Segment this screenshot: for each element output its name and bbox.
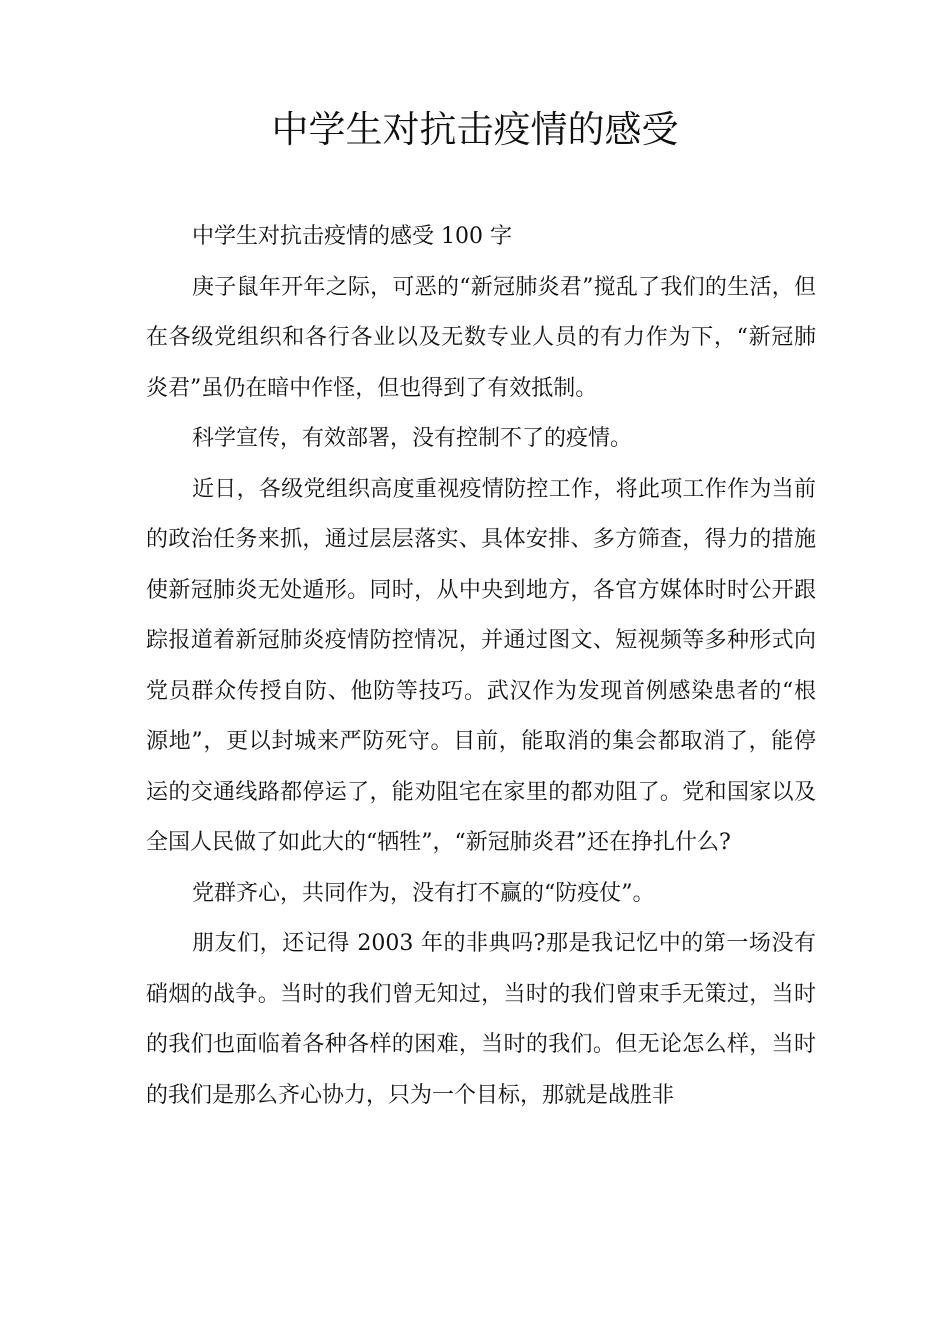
paragraph-3: 近日，各级党组织高度重视疫情防控工作，将此项工作作为当前的政治任务来抓，通过层层落实、具体安排、多方筛查，得力的措施使新冠肺炎无处遁形。同时，从中央到地方，各官方媒体时时公开跟踪报道着新冠肺炎疫情防控情况，并通过图文、短视频等多种形式向党员群众传授自防、他防等技巧。武汉作为发现首例感染患者的“根源地”，更以封城来严防死守。目前，能取消的集会都取消了，能停运的交通线路都停运了，能劝阻宅在家里的都劝阻了。党和国家以及全国人民做了如此大的“牺牲”，“新冠肺炎君”还在挣扎什么? (146, 476, 816, 855)
paragraph-1: 庚子鼠年开年之际，可恶的“新冠肺炎君”搅乱了我们的生活，但在各级党组织和各行各业以及无数专业人员的有力作为下，“新冠肺炎君”虽仍在暗中作怪，但也得到了有效抵制。 (146, 274, 816, 401)
document-body (146, 212, 816, 1121)
document-title: 中学生对抗击疫情的感受 (271, 108, 679, 151)
paragraph-subtitle: 中学生对抗击疫情的感受 100 字 (192, 224, 512, 249)
paragraph-5: 朋友们，还记得 2003 年的非典吗?那是我记忆中的第一场没有硝烟的战争。当时的我们曾无知过，当时的我们曾束手无策过，当时的我们也面临着各种各样的困难，当时的我们。但无论怎么样，当时的我们是那么齐心协力，只为一个目标，那就是战胜非 (146, 931, 816, 1108)
paragraph-2: 科学宣传，有效部署，没有控制不了的疫情。 (192, 426, 633, 451)
paragraph-4: 党群齐心，共同作为，没有打不赢的“防疫仗”。 (192, 880, 655, 906)
